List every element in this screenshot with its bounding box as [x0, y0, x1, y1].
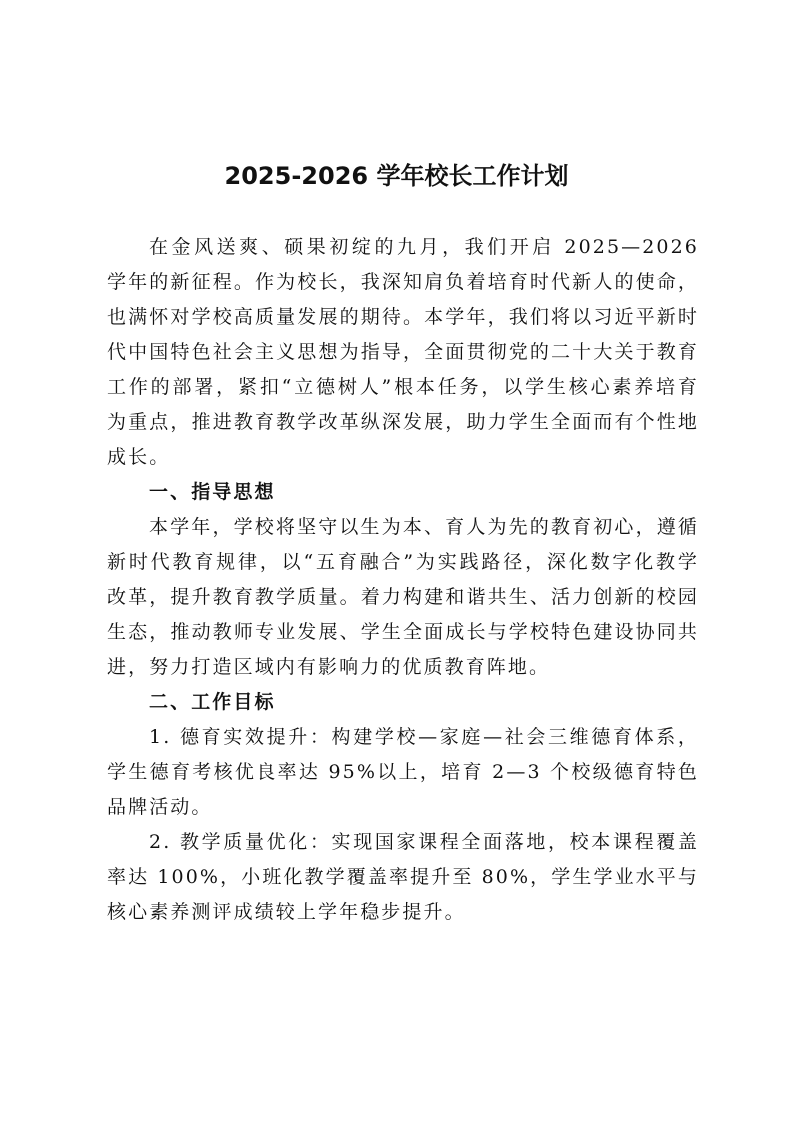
document-body [107, 230, 699, 930]
section-heading-guiding-ideology: 一、指导思想 [149, 481, 276, 503]
intro-paragraph: 在金风送爽、硕果初绽的九月，我们开启 2025—2026 学年的新征程。作为校长，我深知肩负着培育时代新人的使命，也满怀对学校高质量发展的期待。本学年，我们将以习近平新时代中国特色社会主义思想为指导，全面贯彻党的二十大关于教育工作的部署，紧扣“立德树人”根本任务，以学生核心素养培育为重点，推进教育教学改革纵深发展，助力学生全面而有个性地成长。 [107, 236, 699, 468]
section-heading-work-goals: 二、工作目标 [149, 691, 276, 713]
goal-item-teaching-quality: 2. 教学质量优化：实现国家课程全面落地，校本课程覆盖率达 100%，小班化教学覆盖率提升至 80%，学生学业水平与核心素养测评成绩较上学年稳步提升。 [107, 831, 699, 923]
guiding-ideology-paragraph: 本学年，学校将坚守以生为本、育人为先的教育初心，遵循新时代教育规律，以“五育融合”为实践路径，深化数字化教学改革，提升教育教学质量。着力构建和谐共生、活力创新的校园生态，推动教师专业发展、学生全面成长与学校特色建设协同共进，努力打造区域内有影响力的优质教育阵地。 [107, 516, 699, 678]
document-title: 2025-2026 学年校长工作计划 [224, 162, 569, 190]
goal-item-moral-education: 1. 德育实效提升：构建学校—家庭—社会三维德育体系，学生德育考核优良率达 95%以上，培育 2—3 个校级德育特色品牌活动。 [107, 726, 699, 818]
